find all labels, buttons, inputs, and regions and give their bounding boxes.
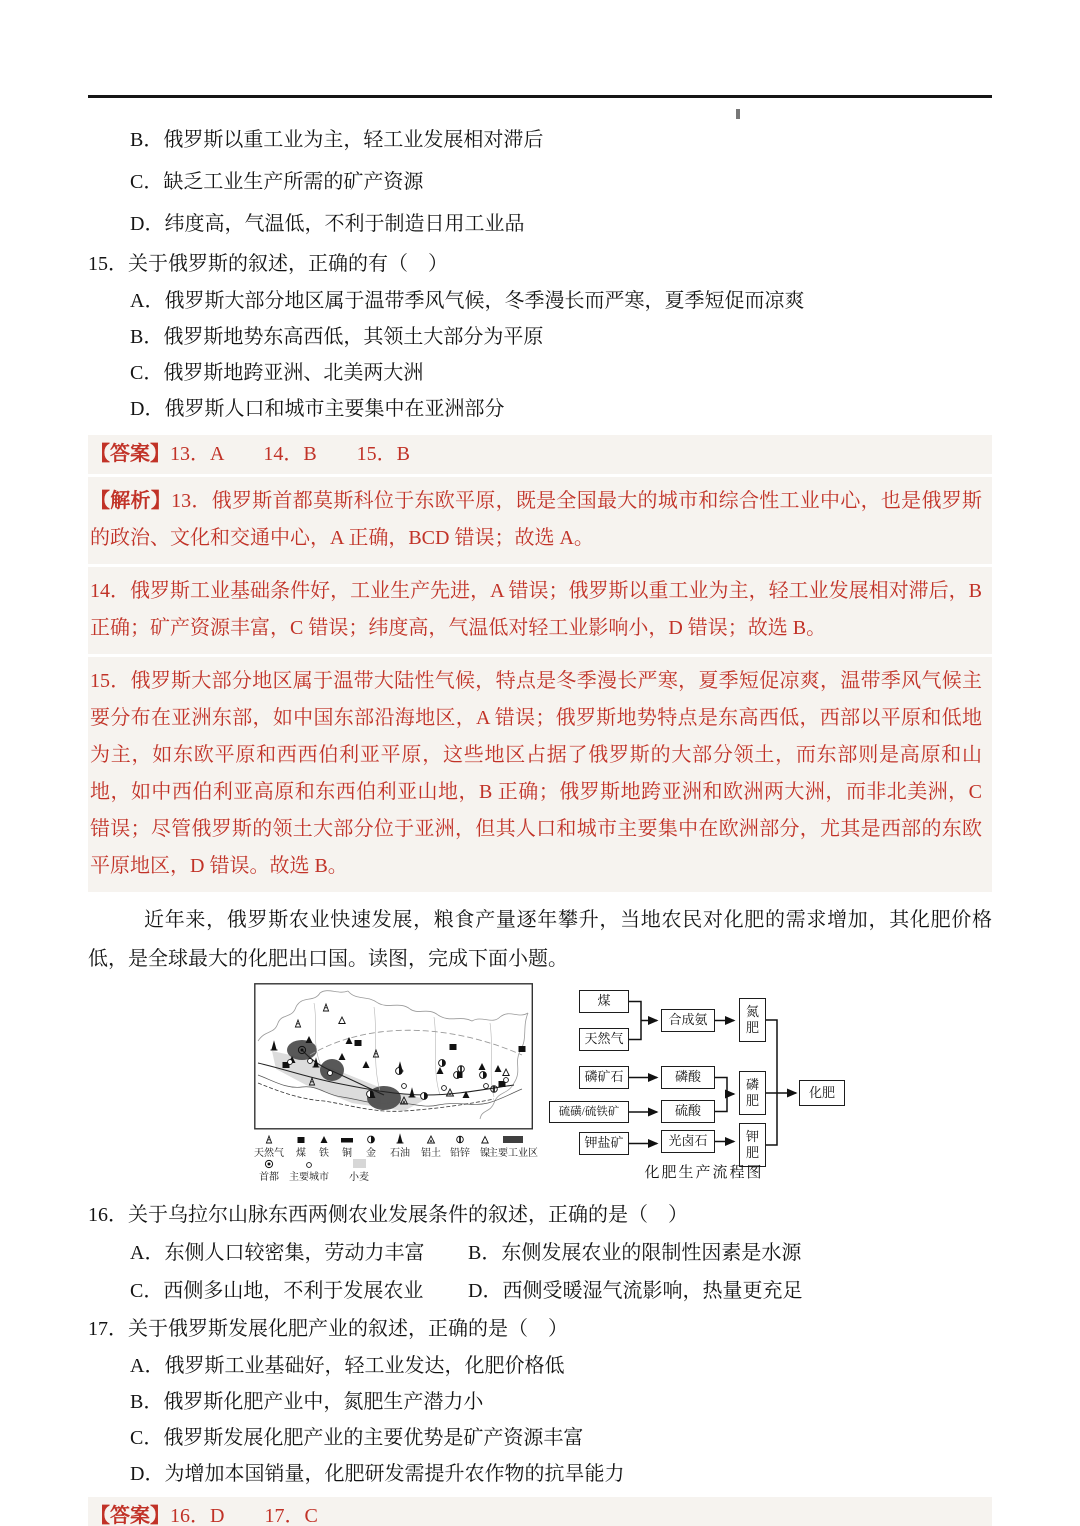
copper-icon [341, 1138, 353, 1143]
analysis-paragraph-15 [88, 657, 992, 892]
legend-label: 煤 [296, 1148, 306, 1159]
answer-tag: 【答案】 [90, 443, 170, 465]
analysis-text-13: 13．俄罗斯首都莫斯科位于东欧平原，既是全国最大的城市和综合性工业中心，也是俄罗斯的政治、文化和交通中心，A 正确，BCD 错误；故选 A。 [90, 490, 983, 549]
answer-text: 13．A 14．B 15．B [170, 443, 411, 465]
header-rule [88, 95, 992, 98]
legend-label: 铅锌 [450, 1148, 470, 1159]
option-16-d: D．西侧受暖湿气流影响，热量更充足 [468, 1279, 803, 1302]
russia-resources-map [254, 983, 539, 1183]
answer-block-16-17 [88, 1497, 992, 1526]
oil-icon [397, 1135, 404, 1143]
option-16-c: C．西侧多山地，不利于发展农业 [130, 1279, 424, 1302]
iron-icon [321, 1136, 328, 1143]
legend-label: 天然气 [254, 1148, 284, 1159]
option-17-c: C．俄罗斯发展化肥产业的主要优势是矿产资源丰富 [130, 1426, 584, 1449]
answer-tag: 【答案】 [90, 1505, 170, 1526]
option-14-b: B．俄罗斯以重工业为主，轻工业发展相对滞后 [130, 128, 544, 151]
legend-label: 首都 [259, 1172, 279, 1183]
analysis-text-14: 14．俄罗斯工业基础条件好，工业生产先进，A 错误；俄罗斯以重工业为主，轻工业发展相对滞后，B 正确；矿产资源丰富，C 错误；纬度高，气温低对轻工业影响小，D 错误；故选 B。 [90, 580, 982, 639]
industrial-area-icon [503, 1136, 523, 1143]
flowchart-node-carnallite: 光卤石 [661, 1130, 715, 1153]
analysis-text-15: 15．俄罗斯大部分地区属于温带大陆性气候，特点是冬季漫长严寒，夏季短促凉爽，温带季风气候主要分布在亚洲东部，如中国东部沿海地区，A 错误；俄罗斯地势特点是东高西低，西部以平原和低地为主，如东欧平原和西西伯利亚平原，这些地区占据了俄罗斯的大部分领土，而东部则是高原和山地，如中西伯利亚高原和东西伯利亚山地，B 正确；俄罗斯地跨亚洲和欧洲两大洲，而非北美洲，C 错误；尽管俄罗斯的领土大部分位于亚洲，但其人口和城市主要集中在欧洲部分，尤其是西部的东欧平原地区，D 错误。故选 B。 [90, 670, 982, 877]
option-14-d: D．纬度高，气温低，不利于制造日用工业品 [130, 212, 525, 235]
flowchart-node-fertilizer: 化肥 [799, 1080, 845, 1106]
flowchart-caption: 化肥生产流程图 [644, 1165, 764, 1181]
question-15-stem: 15．关于俄罗斯的叙述，正确的有（ ） [88, 252, 448, 275]
question-16-stem: 16．关于乌拉尔山脉东西两侧农业发展条件的叙述，正确的是（ ） [88, 1203, 688, 1226]
flowchart-node-sulfuric-acid: 硫酸 [661, 1100, 715, 1123]
legend-label: 镍 [480, 1148, 490, 1159]
flowchart-node-potash-ore: 钾盐矿 [579, 1132, 629, 1155]
flowchart-node-phosphate-rock: 磷矿石 [579, 1066, 629, 1089]
analysis-paragraph-13 [88, 477, 992, 564]
option-17-d: D．为增加本国销量，化肥研发需提升农作物的抗旱能力 [130, 1462, 625, 1485]
city-icon [307, 1163, 312, 1168]
exam-content [88, 116, 992, 1526]
map-legend [254, 1135, 538, 1183]
option-15-b: B．俄罗斯地势东高西低，其领土大部分为平原 [130, 325, 544, 348]
wheat-icon [353, 1159, 366, 1168]
flowchart-node-sulfur: 硫磺/硫铁矿 [549, 1101, 629, 1123]
legend-label: 铝土 [421, 1148, 441, 1159]
gold-icon [368, 1136, 375, 1143]
answer-block-13-15 [88, 435, 992, 474]
nickel-icon [482, 1137, 488, 1144]
option-14-c: C．缺乏工业生产所需的矿产资源 [130, 170, 424, 193]
flowchart-node-potash-fertilizer: 钾肥 [739, 1123, 766, 1167]
flowchart-node-ammonia: 合成氨 [661, 1009, 715, 1032]
legend-label: 主要工业区 [488, 1148, 538, 1159]
flowchart-node-phosphoric-acid: 磷酸 [661, 1066, 715, 1089]
lead-zinc-icon [457, 1136, 464, 1143]
option-16-a: A．东侧人口较密集，劳动力丰富 [130, 1241, 425, 1264]
capital-icon [265, 1160, 272, 1167]
option-15-d: D．俄罗斯人口和城市主要集中在亚洲部分 [130, 397, 505, 420]
legend-label: 主要城市 [289, 1172, 329, 1183]
analysis-tag: 【解析】 [90, 490, 172, 512]
figure-russia-map-and-flowchart [254, 983, 992, 1187]
option-17-a: A．俄罗斯工业基础好，轻工业发达，化肥价格低 [130, 1354, 565, 1377]
option-15-a: A．俄罗斯大部分地区属于温带季风气候，冬季漫长而严寒，夏季短促而凉爽 [130, 289, 805, 312]
legend-label: 石油 [390, 1148, 410, 1159]
option-16-b: B．东侧发展农业的限制性因素是水源 [468, 1241, 802, 1264]
bauxite-icon [428, 1136, 435, 1143]
gas-icon [266, 1136, 271, 1143]
coal-icon [298, 1137, 305, 1143]
legend-label: 铁 [319, 1148, 329, 1159]
flowchart-node-gas: 天然气 [579, 1028, 629, 1051]
flowchart-node-nitrogen-fertilizer: 氮肥 [739, 998, 766, 1042]
legend-label: 小麦 [349, 1172, 369, 1183]
flowchart-node-phosphate-fertilizer: 磷肥 [739, 1071, 766, 1115]
option-15-c: C．俄罗斯地跨亚洲、北美两大洲 [130, 361, 424, 384]
flowchart-node-coal: 煤 [579, 990, 629, 1013]
fertilizer-flowchart [549, 983, 854, 1185]
answer-text: 16．D 17．C [170, 1505, 318, 1526]
legend-label: 金 [366, 1148, 376, 1159]
analysis-paragraph-14 [88, 567, 992, 654]
question-17-stem: 17．关于俄罗斯发展化肥产业的叙述，正确的是（ ） [88, 1317, 568, 1340]
passage-text: 近年来，俄罗斯农业快速发展，粮食产量逐年攀升，当地农民对化肥的需求增加，其化肥价格低，是全球最大的化肥出口国。读图，完成下面小题。 [88, 909, 992, 970]
option-17-b: B．俄罗斯化肥产业中，氮肥生产潜力小 [130, 1390, 484, 1413]
legend-label: 铜 [342, 1148, 352, 1159]
